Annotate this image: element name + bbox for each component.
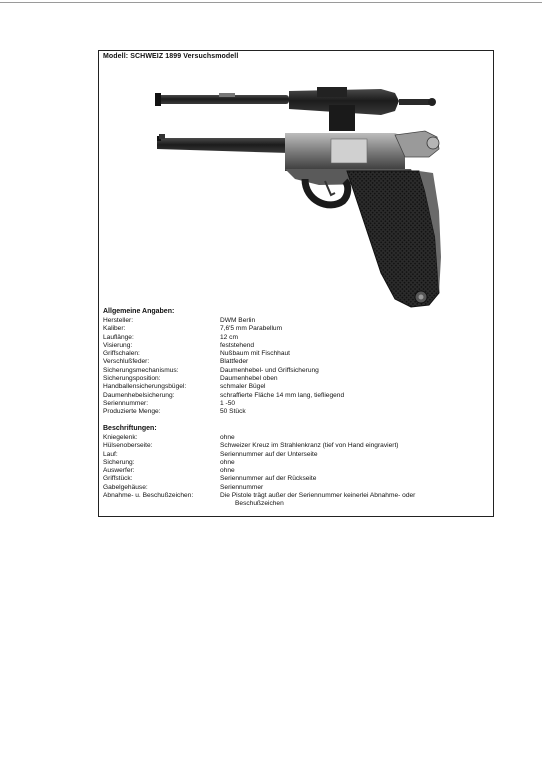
row-value: feststehend: [220, 341, 255, 349]
row-label: Kaliber:: [103, 325, 126, 333]
general-row: [103, 350, 491, 358]
inscription-row: [103, 484, 491, 492]
inscription-row: [103, 434, 491, 442]
row-label: Lauf:: [103, 450, 118, 458]
row-label: Verschlußfeder:: [103, 358, 150, 366]
model-title: Modell: SCHWEIZ 1899 Versuchsmodell: [103, 53, 239, 60]
row-label: Abnahme- u. Beschußzeichen:: [103, 492, 194, 500]
row-label: Daumenhebelsicherung:: [103, 391, 175, 399]
general-row: [103, 317, 491, 325]
row-value: 7,6'5 mm Parabellum: [220, 325, 283, 333]
pistol-photo: [99, 61, 493, 313]
row-value: Seriennummer auf der Rückseite: [220, 475, 317, 483]
row-value: 1 -50: [220, 399, 236, 407]
general-rows: [103, 317, 491, 417]
row-label: Sicherung:: [103, 458, 135, 466]
row-label: Hülsenoberseite:: [103, 442, 153, 450]
page-top-rule: [0, 2, 542, 3]
row-value-line-1: Die Pistole trägt außer der Seriennummer keinerlei Abnahme- oder: [220, 492, 416, 500]
row-value: Seriennummer auf der Unterseite: [220, 450, 318, 458]
row-label: Griffstück:: [103, 475, 133, 483]
row-value: ohne: [220, 467, 235, 475]
row-value: schraffierte Fläche 14 mm lang, tiefliegend: [220, 391, 345, 399]
general-row: [103, 383, 491, 391]
row-label: Hersteller:: [103, 317, 134, 324]
general-heading: Allgemeine Angaben:: [103, 308, 175, 315]
inscriptions-heading: Beschriftungen:: [103, 425, 157, 432]
general-row: [103, 367, 491, 375]
row-value: ohne: [220, 458, 235, 466]
general-row: [103, 408, 491, 416]
inscription-row: [103, 451, 491, 459]
row-value: DWM Berlin: [220, 317, 256, 324]
inscription-row: [103, 492, 491, 508]
row-label: Sicherungsmechanismus:: [103, 366, 179, 374]
general-row: [103, 358, 491, 366]
general-row: [103, 325, 491, 333]
general-row: [103, 392, 491, 400]
inscription-row: [103, 459, 491, 467]
row-label: Visierung:: [103, 341, 133, 349]
general-row: [103, 375, 491, 383]
inscription-row: [103, 467, 491, 475]
side-view-pistol: [157, 131, 441, 307]
general-row: [103, 400, 491, 408]
row-value: ohne: [220, 434, 235, 441]
row-label: Handballensicherungsbügel:: [103, 383, 187, 391]
row-value: Daumenhebel oben: [220, 375, 278, 383]
inscription-row: [103, 442, 491, 450]
row-value: schmaler Bügel: [220, 383, 266, 391]
row-value: Blattfeder: [220, 358, 249, 366]
top-view-pistol: [155, 87, 436, 131]
row-label: Kniegelenk:: [103, 434, 138, 441]
spec-card: [98, 50, 494, 517]
row-label: Lauflänge:: [103, 333, 134, 341]
row-label: Auswerfer:: [103, 467, 135, 475]
row-value: Nußbaum mit Fischhaut: [220, 350, 290, 358]
inscriptions-rows: [103, 434, 491, 508]
inscription-row: [103, 475, 491, 483]
row-value-line-2: Beschußzeichen: [235, 500, 284, 508]
row-value: Seriennummer: [220, 483, 264, 491]
row-label: Gabelgehäuse:: [103, 483, 148, 491]
general-row: [103, 342, 491, 350]
general-row: [103, 334, 491, 342]
row-value: Daumenhebel- und Griffsicherung: [220, 366, 319, 374]
row-value: [220, 492, 480, 509]
row-label: Produzierte Menge:: [103, 408, 161, 416]
row-label: Seriennummer:: [103, 399, 149, 407]
row-value: 50 Stück: [220, 408, 246, 416]
row-label: Sicherungsposition:: [103, 375, 161, 383]
row-value: Schweizer Kreuz im Strahlenkranz (tief von Hand eingraviert): [220, 442, 399, 450]
row-label: Griffschalen:: [103, 350, 140, 358]
row-value: 12 cm: [220, 333, 238, 341]
